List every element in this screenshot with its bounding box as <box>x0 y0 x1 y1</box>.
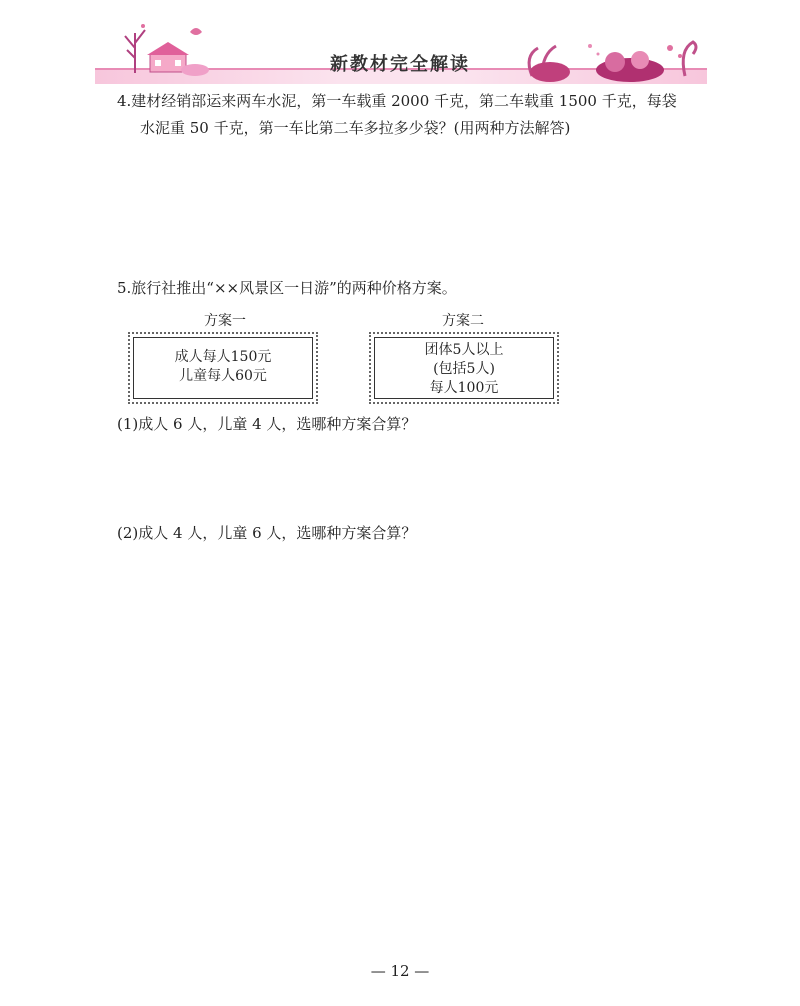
question-4-line2: 水泥重 50 千克，第一车比第二车多拉多少袋？(用两种方法解答) <box>140 119 571 137</box>
plan-2-line1: 团体5人以上 <box>424 342 504 358</box>
plan-2-title: 方案二 <box>442 313 484 329</box>
page-number: — 12 — <box>370 962 430 980</box>
plan-1-line1: 成人每人150元 <box>174 349 272 365</box>
header-title: 新教材完全解读 <box>330 54 470 75</box>
question-5-intro: 5.旅行社推出“××风景区一日游”的两种价格方案。 <box>117 279 457 297</box>
tree-house-icon <box>105 18 215 78</box>
plan-1-line2: 儿童每人60元 <box>179 368 267 384</box>
plan-2-line2: (包括5人) <box>433 361 495 377</box>
plan-2-box <box>369 332 559 404</box>
question-4-line1: 4.建材经销部运来两车水泥，第一车载重 2000 千克，第二车载重 1500 千克，每袋 <box>117 92 677 110</box>
question-5-sub2: (2)成人 4 人，儿童 6 人，选哪种方案合算？ <box>117 524 417 542</box>
plan-1-title: 方案一 <box>204 313 246 329</box>
plan-2-line3: 每人100元 <box>429 380 499 396</box>
question-5-sub1: (1)成人 6 人，儿童 4 人，选哪种方案合算？ <box>117 415 417 433</box>
plan-1-box <box>128 332 318 404</box>
page-header <box>95 18 707 86</box>
flower-bush-icon <box>520 26 705 82</box>
